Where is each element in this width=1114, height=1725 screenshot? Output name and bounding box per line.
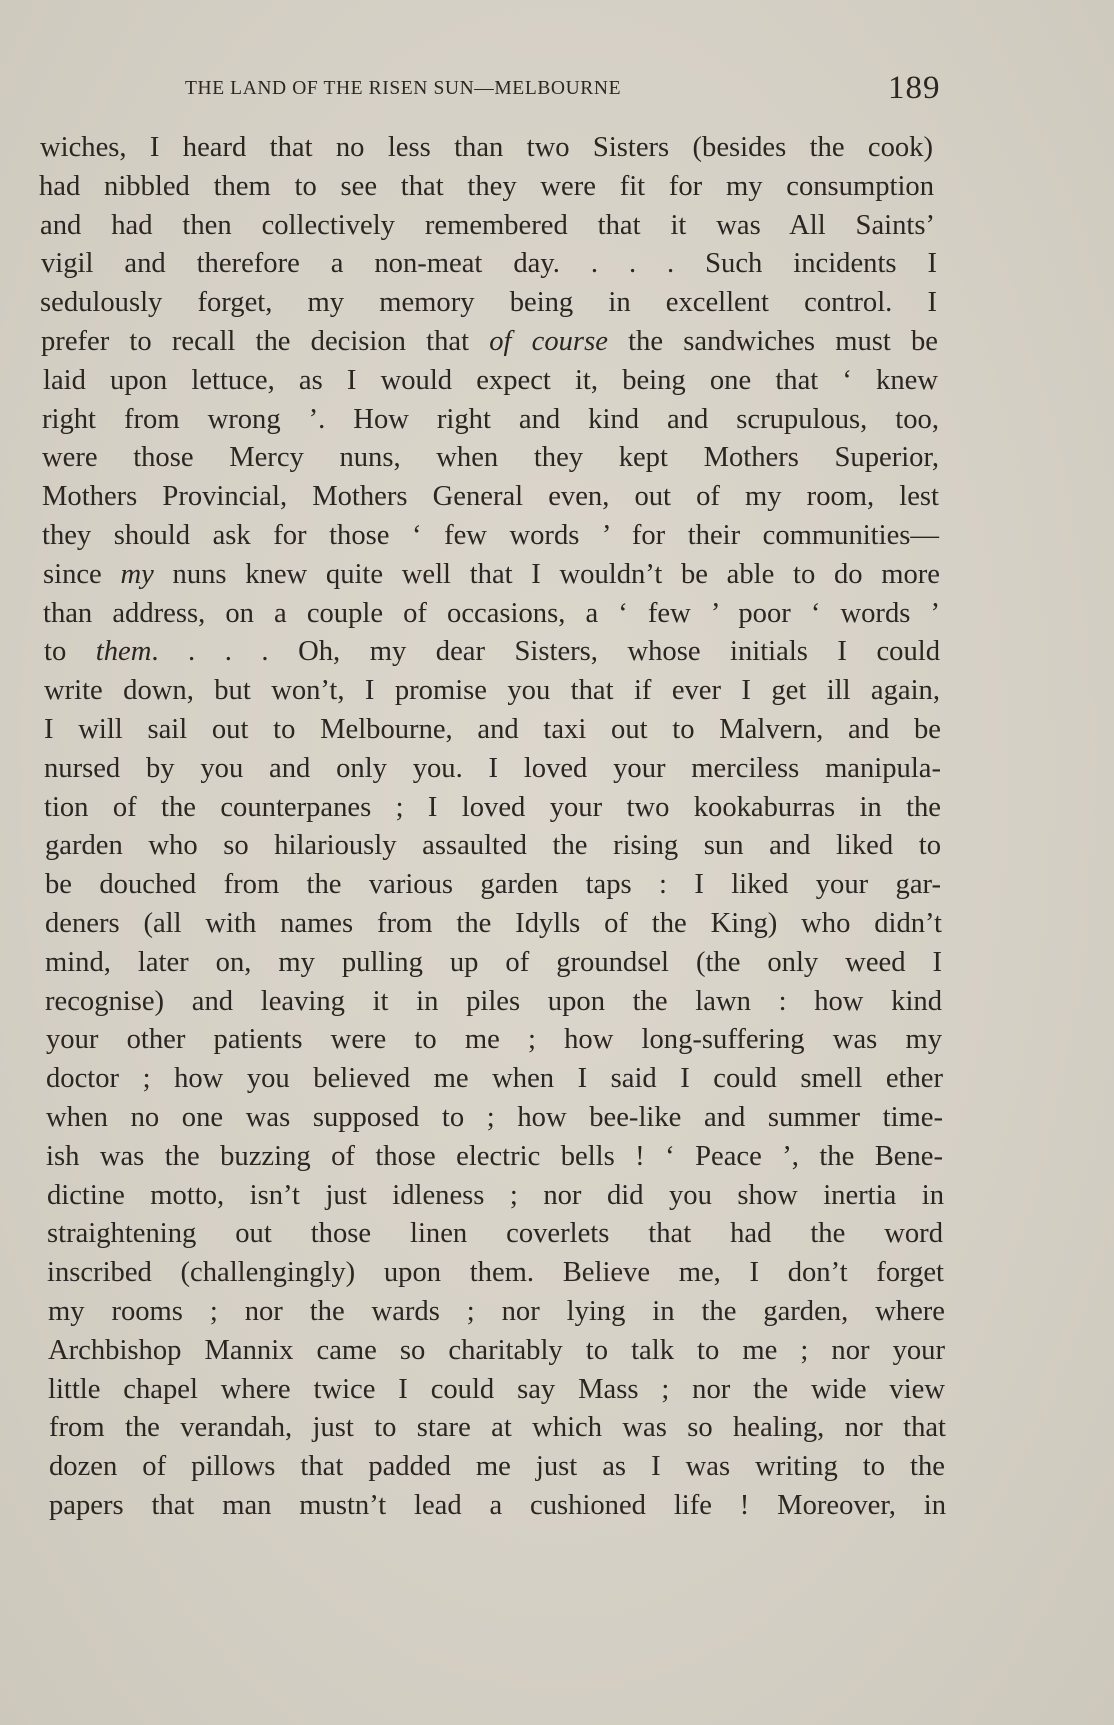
text-line — [47, 1215, 943, 1254]
text-segment: they should ask for those ‘ few words ’ for their communities— — [42, 519, 939, 551]
page-number: 189 — [888, 70, 941, 106]
text-segment: and had then collectively remembered that it was All Saints’ — [40, 209, 935, 241]
text-line — [42, 401, 939, 440]
text-line — [44, 750, 941, 789]
text-segment: . . . . Oh, my dear Sisters, whose initials I could — [151, 636, 941, 668]
text-line — [42, 439, 939, 478]
text-segment: mind, later on, my pulling up of groundsel (the only weed I — [45, 946, 942, 978]
italic-text: my — [120, 558, 154, 590]
text-segment: your other patients were to me ; how long-suffering was my — [46, 1024, 942, 1056]
text-segment: than address, on a couple of occasions, a ‘ few ’ poor ‘ words ’ — [43, 597, 940, 629]
text-line — [41, 323, 938, 362]
text-line — [43, 362, 938, 401]
text-segment: I will sail out to Melbourne, and taxi out to Malvern, and be — [44, 713, 941, 745]
text-line — [49, 1487, 946, 1526]
text-line — [49, 1448, 945, 1487]
text-line — [44, 672, 940, 711]
body-text — [39, 129, 946, 1526]
text-segment: vigil and therefore a non-meat day. . . . Such incidents I — [41, 248, 937, 280]
text-line — [45, 866, 941, 905]
text-segment: ish was the buzzing of those electric bells ! ‘ Peace ’, the Bene- — [46, 1140, 943, 1172]
text-segment: to — [44, 636, 96, 668]
text-segment: nuns knew quite well that I wouldn’t be able to do more — [153, 558, 940, 590]
text-line — [45, 905, 942, 944]
text-segment: the sandwiches must be — [607, 325, 938, 357]
text-line — [47, 1177, 944, 1216]
text-line — [46, 1138, 943, 1177]
italic-text: them — [95, 636, 152, 668]
text-segment: were those Mercy nuns, when they kept Mothers Superior, — [42, 442, 939, 474]
text-line — [42, 478, 939, 517]
text-segment: when no one was supposed to ; how bee-like and summer time- — [46, 1101, 943, 1133]
running-head: THE LAND OF THE RISEN SUN—MELBOURNE — [185, 78, 622, 99]
text-segment: garden who so hilariously assaulted the rising sun and liked to — [45, 830, 941, 862]
text-line — [42, 517, 939, 556]
text-segment: wiches, I heard that no less than two Sisters (besides the cook) — [40, 132, 933, 163]
text-segment: sedulously forget, my memory being in excellent control. I — [40, 287, 937, 319]
text-segment: from the verandah, just to stare at which was so healing, nor that — [49, 1412, 946, 1444]
text-segment: laid upon lettuce, as I would expect it, being one that ‘ knew — [43, 364, 938, 396]
text-segment: Mothers Provincial, Mothers General even, out of my room, lest — [42, 481, 939, 513]
text-line — [47, 1254, 944, 1293]
text-line — [44, 789, 941, 828]
text-segment: be douched from the various garden taps : I liked your gar- — [45, 869, 941, 901]
text-line — [49, 1409, 946, 1448]
text-segment: papers that man mustn’t lead a cushioned life ! Moreover, in — [49, 1489, 946, 1521]
text-segment: little chapel where twice I could say Mass ; nor the wide view — [48, 1373, 945, 1405]
text-line — [39, 168, 934, 207]
text-line — [45, 944, 942, 983]
text-segment: straightening out those linen coverlets that had the word — [47, 1218, 943, 1250]
text-segment: inscribed (challengingly) upon them. Believe me, I don’t forget — [47, 1257, 944, 1289]
text-segment: deners (all with names from the Idylls of the King) who didn’t — [45, 907, 942, 939]
text-line — [48, 1293, 945, 1332]
text-segment: recognise) and leaving it in piles upon the lawn : how kind — [45, 985, 942, 1017]
text-segment: doctor ; how you believed me when I said I could smell ether — [46, 1063, 943, 1095]
text-line — [48, 1371, 945, 1410]
text-segment: dictine motto, isn’t just idleness ; nor did you show inertia in — [47, 1179, 944, 1211]
text-line — [40, 207, 935, 246]
text-line — [45, 827, 941, 866]
text-line — [45, 983, 942, 1022]
text-line — [44, 711, 941, 750]
text-line — [44, 633, 940, 672]
text-line — [41, 245, 937, 284]
text-segment: had nibbled them to see that they were fit for my consumption — [39, 170, 934, 202]
text-line — [46, 1060, 943, 1099]
text-segment: nursed by you and only you. I loved your merciless manipula- — [44, 752, 941, 784]
page-header — [0, 70, 1114, 110]
text-segment: since — [43, 558, 121, 590]
text-segment: Archbishop Mannix came so charitably to talk to me ; nor your — [48, 1334, 945, 1366]
text-line — [48, 1332, 945, 1371]
text-line — [40, 129, 933, 168]
text-line — [46, 1021, 942, 1060]
text-segment: tion of the counterpanes ; I loved your two kookaburras in the — [44, 791, 941, 823]
text-line — [46, 1099, 943, 1138]
text-segment: dozen of pillows that padded me just as I was writing to the — [49, 1451, 945, 1483]
text-segment: right from wrong ’. How right and kind and scrupulous, too, — [42, 403, 939, 435]
text-segment: write down, but won’t, I promise you that if ever I get ill again, — [44, 675, 940, 707]
text-segment: my rooms ; nor the wards ; nor lying in the garden, where — [48, 1295, 945, 1327]
text-line — [43, 556, 940, 595]
text-line — [40, 284, 937, 323]
italic-text: of course — [489, 325, 608, 357]
text-segment: prefer to recall the decision that — [41, 325, 490, 357]
text-line — [43, 595, 940, 634]
